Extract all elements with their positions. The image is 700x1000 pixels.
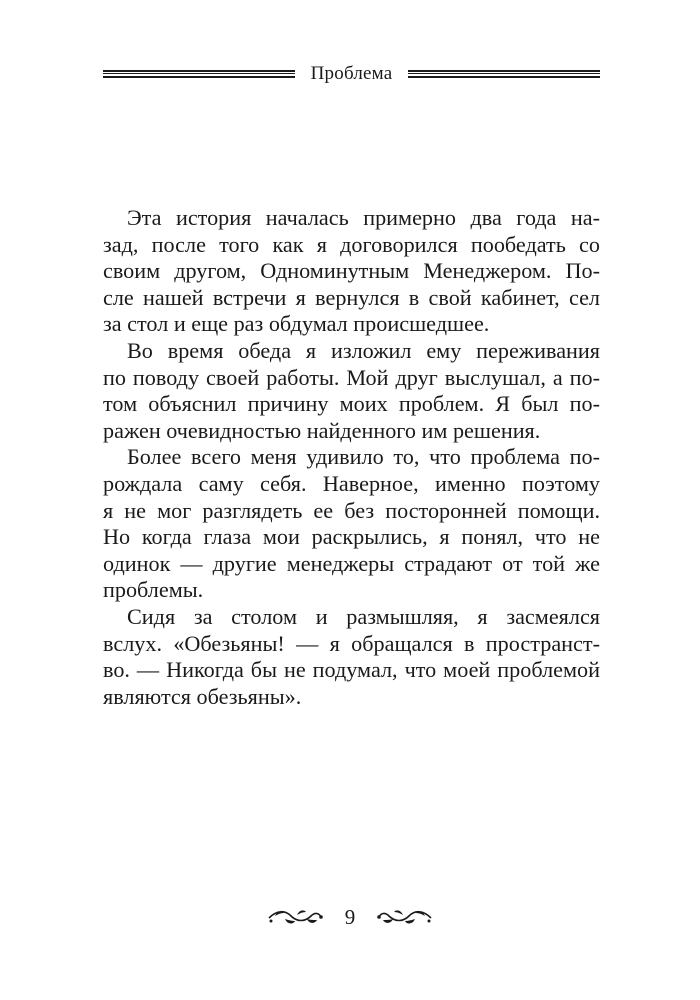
text-line: Эта история началась примерно два года на- — [127, 205, 600, 230]
text-line: своим другом, Одноминутным Менеджером. По- — [103, 258, 600, 284]
text-line: Более всего меня удивило то, что проблема по- — [127, 444, 600, 470]
text-line: Сидя за столом и размышляя, я засмеялся — [127, 603, 600, 629]
running-title: Проблема — [310, 63, 393, 84]
text-line: рождала саму себя. Наверное, именно поэтому — [103, 470, 600, 496]
paragraph — [103, 338, 600, 444]
text-line: вслух. «Обезьяны! — я обращался в пространст- — [103, 630, 600, 656]
paragraph — [103, 205, 600, 338]
text-line: Но когда глаза мои раскрылись, я понял, что не — [103, 524, 600, 550]
text-line: за стол и еще раз обдумал происшедшее. — [103, 311, 490, 337]
text-line: Во время обеда я изложил ему переживания — [127, 337, 600, 363]
paragraph — [103, 444, 600, 604]
paragraph — [103, 604, 600, 710]
running-header — [103, 60, 600, 88]
text-line: во. — Никогда бы не подумал, что моей проблемой — [103, 657, 600, 683]
text-line: одинок — другие менеджеры страдают от той же — [103, 550, 600, 576]
floral-ornament-right-icon — [377, 907, 433, 927]
text-line: сле нашей встречи я вернулся в свой кабинет, сел — [103, 284, 600, 310]
text-line: проблемы. — [103, 577, 204, 603]
text-line: я не мог разглядеть ее без посторонней помощи. — [103, 497, 600, 523]
text-line: по поводу своей работы. Мой друг выслушал, а по- — [103, 364, 600, 390]
header-rule-right — [408, 70, 600, 78]
body-text — [103, 205, 600, 710]
text-line: ражен очевидностью найденного им решения. — [103, 417, 541, 443]
page-number: 9 — [344, 905, 356, 929]
header-rule-left — [103, 70, 295, 78]
floral-ornament-left-icon — [267, 907, 323, 927]
text-line: зад, после того как я договорился пообедать со — [103, 231, 600, 257]
text-line: являются обезьяны». — [103, 683, 302, 709]
text-line: том объяснил причину моих проблем. Я был по- — [103, 391, 600, 417]
page-footer — [0, 905, 700, 929]
